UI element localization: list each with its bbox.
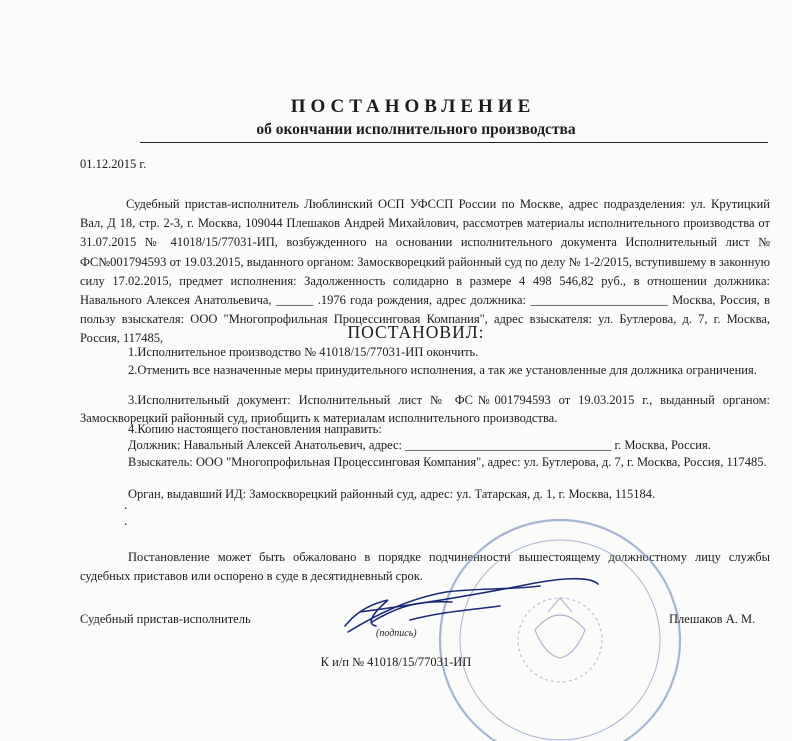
- signature-caption: (подпись): [376, 628, 417, 639]
- recipient-creditor: Взыскатель: ООО "Многопрофильная Процессинговая Компания", адрес: ул. Бутлерова, д. 7, г. Москва, Россия, 117485.: [128, 455, 767, 469]
- document-date: 01.12.2015 г.: [80, 157, 147, 171]
- signer-name: Плешаков А. М.: [669, 612, 756, 626]
- decision-item-3: 3.Исполнительный документ: Исполнительный лист № ФС№001794593 от 19.03.2015 г., выданный органом: Замоскворецкий районный суд, приобщить к материалам исполнительного производства.: [80, 393, 770, 425]
- case-number-footer: К и/п № 41018/15/77031-ИП: [320, 655, 472, 669]
- decision-heading: ПОСТАНОВИЛ:: [347, 322, 485, 342]
- decision-item-1: 1.Исполнительное производство № 41018/15/77031-ИП окончить.: [128, 345, 479, 359]
- document-subtitle: об окончании исполнительного производства: [256, 121, 576, 138]
- recipient-debtor: Должник: Навальный Алексей Анатольевич, адрес: _________________________________ г. Москва, Россия.: [128, 438, 711, 452]
- decision-item-4: 4.Копию настоящего постановления направить:: [128, 422, 382, 436]
- intro-paragraph: Судебный пристав-исполнитель Люблинский ОСП УФССП России по Москве, адрес подразделения: ул. Крутицкий Вал, Д 18, стр. 2-3, г. Москва, 109044 Плешаков Андрей Михайлович, рассмотрев материалы исполнительного производства от 31.07.2015 № 41018/15/77031-ИП, возбужденного на основании исполнительного документа Исполнительный лист № ФС№001794593 от 19.03.2015, выданного органом: Замоскворецкий районный суд по делу № 1-2/2015, вступившему в законную силу 17.02.2015, предмет исполнения: Задолженность солидарно в размере 4 498 546,82 руб., в отношении должника: Навального Алексея Анатольевича, ______ .1976 года рождения, адрес должника: ______________________ Москва, Россия, в пользу взыскателя: ООО "Многопрофильная Процессинговая Компания", адрес взыскателя: ул. Бутлерова, д. 7, г. Москва, Россия, 117485,: [80, 197, 770, 346]
- signature-scribble: [345, 579, 598, 632]
- signer-role: Судебный пристав-исполнитель: [80, 612, 251, 626]
- title-underline: [140, 142, 768, 143]
- appeal-notice: Постановление может быть обжаловано в порядке подчиненности вышестоящему должностному лицу службы судебных приставов или оспорено в суде в десятидневный срок.: [80, 550, 770, 584]
- list-bullet: .: [124, 514, 128, 529]
- list-bullet: .: [124, 498, 128, 513]
- decision-item-2: 2.Отменить все назначенные меры принудительного исполнения, а так же установленные для должника ограничения.: [128, 363, 757, 377]
- document-title: ПОСТАНОВЛЕНИЕ: [290, 96, 536, 117]
- recipient-issuing-court: Орган, выдавший ИД: Замоскворецкий районный суд, адрес: ул. Татарская, д. 1, г. Москва, 115184.: [128, 487, 656, 501]
